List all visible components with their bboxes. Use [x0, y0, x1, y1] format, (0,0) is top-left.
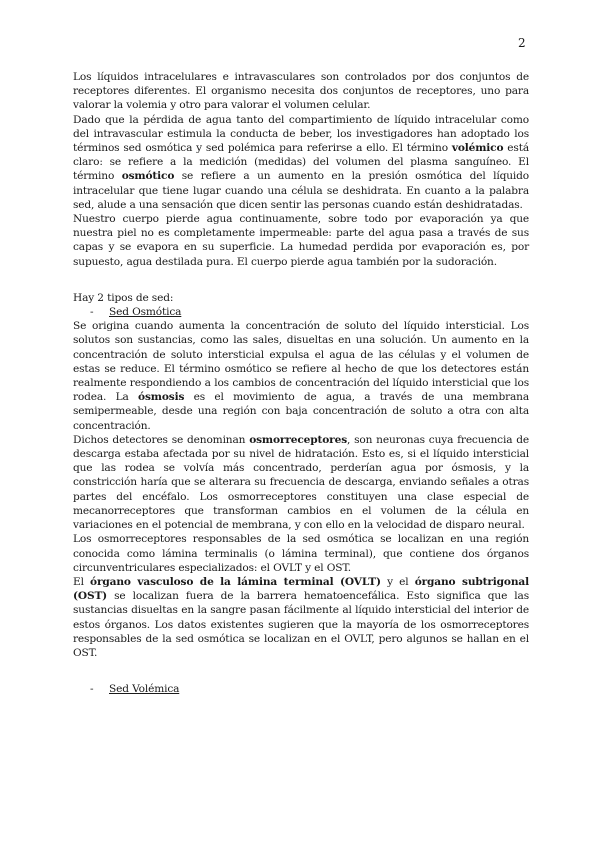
list-item-sed-osmotica: [90, 305, 529, 319]
list-item-sed-volemica: [90, 682, 529, 696]
term-volemico: volémico: [451, 142, 504, 155]
term-osmosis: ósmosis: [138, 391, 185, 404]
term-osmorreceptores: osmorreceptores: [249, 433, 348, 446]
heading-sed-volemica: Sed Volémica: [109, 683, 180, 696]
list-dash: -: [90, 683, 94, 696]
heading-sed-osmotica: Sed Osmótica: [109, 306, 182, 319]
thirst-types-intro: Hay 2 tipos de sed:: [73, 291, 174, 304]
paragraph-water-loss: Nuestro cuerpo pierde agua continuamente, sobre todo por evaporación ya que nuestra piel no es completamente impermeable: parte del agua pasa a través de sus capas y se evapora en su superficie. La humedad perdida por evaporación es, por supuesto, agua destilada pura. El cuerpo pierde agua también por la sudoración.: [73, 213, 529, 268]
paragraph-intro: Los líquidos intracelulares e intravasculares son controlados por dos conjuntos de receptores diferentes. El organismo necesita dos conjuntos de receptores, uno para valorar la volemia y otro para valorar el volumen celular.: [73, 71, 529, 112]
term-osmotico: osmótico: [121, 170, 175, 183]
term-ost: órgano subtrigonal (OST): [73, 575, 529, 603]
paragraph-ovlt-ost: El órgano vasculoso de la lámina terminal (OVLT) y el órgano subtrigonal (OST) se localizan fuera de la barrera hematoencefálica. Esto significa que las sustancias disueltas en la sangre pasan fácilmente al líquido intersticial del interior de estos órganos. Los datos existentes sugieren que la mayoría de los osmorreceptores responsables de la sed osmótica se localizan en el OVLT, pero algunos se hallan en el OST.: [73, 575, 529, 659]
term-ovlt: órgano vasculoso de la lámina terminal (OVLT): [90, 575, 381, 588]
paragraph-osmoreceptors: Dichos detectores se denominan osmorreceptores, son neuronas cuya frecuencia de descarga estaba afectada por su nivel de hidratación. Esto es, si el líquido intersticial que las rodea se volvía más concentrado, perderían agua por ósmosis, y la constricción haría que se alterara su frecuencia de descarga, enviando señales a otras partes del encéfalo. Los osmorreceptores constituyen una clase especial de mecanorreceptores que transforman cambios en el volumen de la célula en variaciones en el potencial de membrana, y con ello en la velocidad de disparo neural.: [73, 433, 530, 532]
list-dash: -: [90, 306, 94, 319]
paragraph-osmotic-origin: Se origina cuando aumenta la concentración de soluto del líquido intersticial. Los solutos son sustancias, como las sales, disueltas en una solución. Un aumento en la concentración de soluto intersticial expulsa el agua de las células y el volumen de estas se reduce. El término osmótico se refiere al hecho de que los detectores están realmente respondiendo a los cambios de concentración del líquido intersticial que los rodea. La ósmosis es el movimiento de agua, a través de una membrana semipermeable, desde una región con baja concentración de soluto a otra con alta concentración.: [73, 320, 529, 432]
paragraph-lamina-terminalis: Los osmorreceptores responsables de la sed osmótica se localizan en una región conocida como lámina terminalis (o lámina terminal), que contiene dos órganos circunventriculares especializados: el OVLT y el OST.: [73, 533, 529, 574]
document-body: [73, 70, 529, 696]
page-number: 2: [518, 36, 526, 50]
paragraph-thirst-terms: Dado que la pérdida de agua tanto del compartimiento de líquido intracelular como del intravascular estimula la conducta de beber, los investigadores han adoptado los términos sed osmótica y sed polémica para referirse a ello. El término volémico está claro: se refiere a la medición (medidas) del volumen del plasma sanguíneo. El término osmótico se refiere a un aumento en la presión osmótica del líquido intracelular que tiene lugar cuando una célula se deshidrata. En cuanto a la palabra sed, alude a una sensación que dicen sentir las personas cuando están deshidratadas.: [73, 113, 529, 211]
